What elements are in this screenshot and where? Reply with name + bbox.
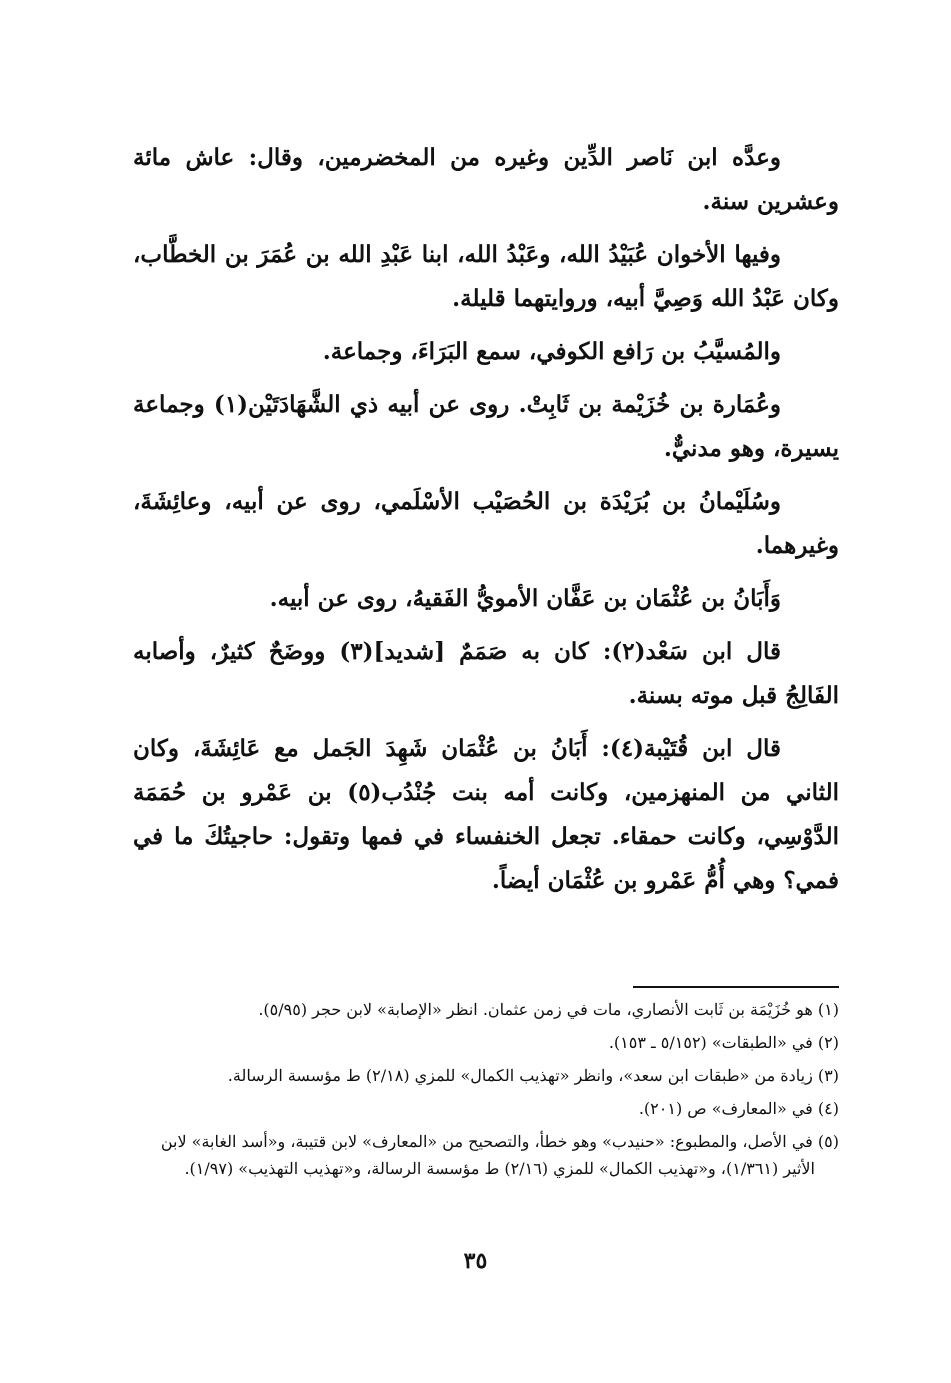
paragraph: والمُسيَّبُ بن رَافع الكوفي، سمع البَرَاءَ، وجماعة. — [322, 338, 781, 365]
footnote: (٣) زيادة من «طبقات ابن سعد»، وانظر «تهذيب الكمال» للمزي (٢/١٨) ط مؤسسة الرسالة. — [227, 1066, 839, 1085]
paragraph: قال ابن سَعْد(٢): كان به صَمَمٌ [شديد](٣) ووضَحٌ كثيرٌ، وأصابه الفَالِجُ قبل موته بسنة. — [133, 638, 839, 709]
footnote: (٢) في «الطبقات» (٥/١٥٢ ـ ١٥٣). — [608, 1033, 839, 1052]
footnote: (١) هو خُزَيْمَة بن ثَابت الأنصاري، مات في زمن عثمان. انظر «الإصابة» لابن حجر (٥/٩٥). — [258, 1000, 839, 1019]
paragraph: قال ابن قُتَيْبة(٤): أَبَانُ بن عُثْمَان شَهِدَ الجَمل مع عَائِشَةَ، وكان الثاني من المنهزمين، وكانت أمه بنت جُنْدُب(٥) بن عَمْرو بن حُمَمَة الدَّوْسِي، وكانت حمقاء. تجعل الخنفساء في فمها وتقول: حاجيتُكَ ما في فمي؟ وهي أُمُّ عَمْرو بن عُثْمَان أيضاً. — [133, 735, 839, 894]
footnote: (٤) في «المعارف» ص (٢٠١). — [638, 1099, 839, 1118]
footnotes — [129, 996, 839, 1188]
paragraph: وفيها الأخوان عُبَيْدُ الله، وعَبْدُ الله، ابنا عَبْدِ الله بن عُمَرَ بن الخطَّاب، وكان عَبْدُ الله وَصِيَّ أبيه، وروايتهما قليلة. — [133, 241, 839, 312]
paragraph: وعدَّه ابن نَاصر الدِّين وغيره من المخضرمين، وقال: عاش مائة وعشرين سنة. — [133, 144, 839, 215]
paragraph: وَأَبَانُ بن عُثْمَان بن عَفَّان الأمويُّ الفَقيهُ، روى عن أبيه. — [269, 585, 781, 612]
footnote-divider — [633, 986, 839, 988]
footnote: (٥) في الأصل، والمطبوع: «حنيدب» وهو خطأ، والتصحيح من «المعارف» لابن قتيبة، و«أسد الغابة» لابن الأثير (١/٣٦١)، و«تهذيب الكمال» للمزي (٢/١٦) ط مؤسسة الرسالة، و«تهذيب التهذيب» (١/٩٧). — [160, 1132, 839, 1178]
main-text — [133, 136, 839, 912]
page-number: ٣٥ — [463, 1248, 488, 1274]
paragraph: وعُمَارة بن خُزَيْمة بن ثَابِتْ. روى عن أبيه ذي الشَّهَادَتَيْن(١) وجماعة يسيرة، وهو مدنيٌّ. — [133, 391, 839, 462]
paragraph: وسُلَيْمانُ بن بُرَيْدَة بن الحُصَيْب الأسْلَمي، روى عن أبيه، وعائِشَةَ، وغيرهما. — [133, 488, 839, 559]
